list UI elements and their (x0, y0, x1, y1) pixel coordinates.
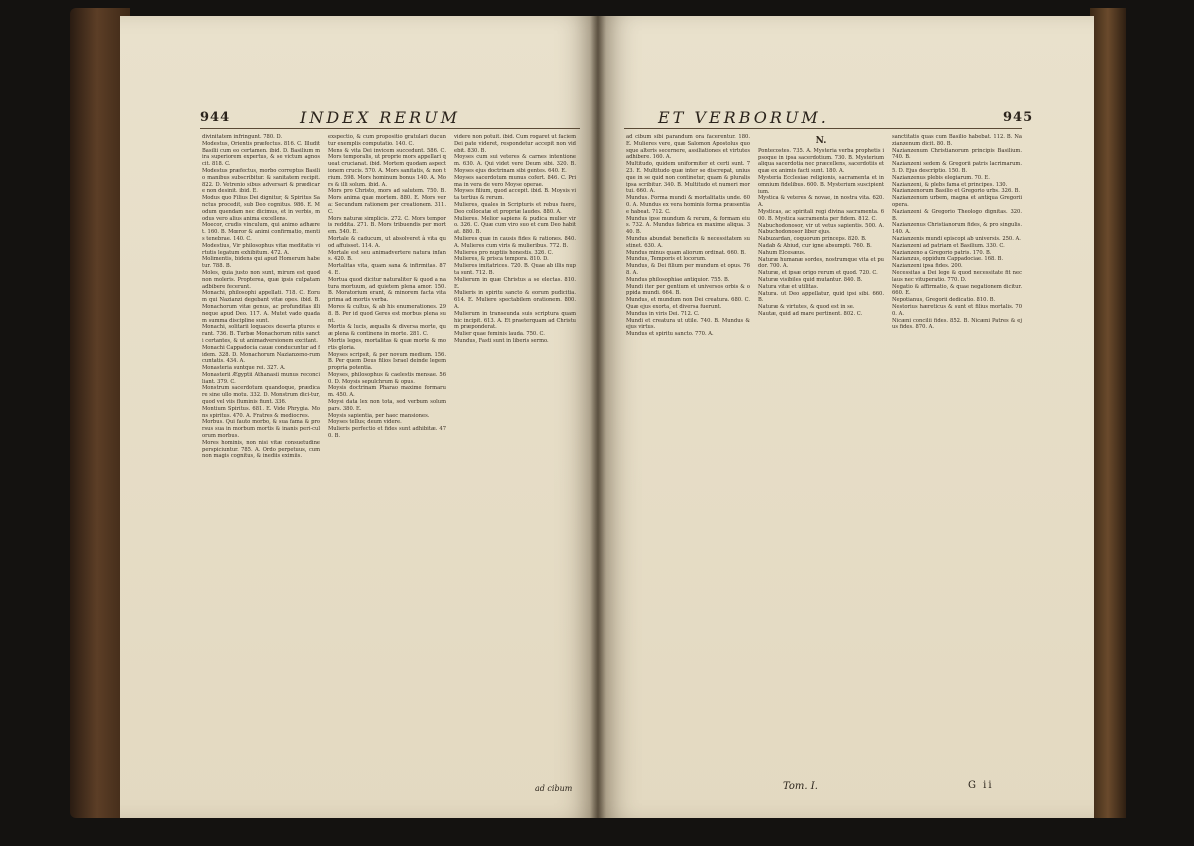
index-entry: Moyses sacerdotum munus cofert. 846. C. Prima in vera de vero Moyse operae. (454, 174, 576, 188)
index-entry: Mulieres pro nuptiis honestis. 326. C. (454, 249, 554, 256)
index-entry: Nazianzeno a Gregorio patris. 170. B. (892, 249, 992, 256)
index-entry: Natura vitæ et utilitas. (758, 283, 819, 290)
book-cover-right (1090, 8, 1126, 818)
index-entry: Nepotianus, Gregorii dedicatio. 810. B. (892, 297, 996, 304)
right-page (598, 16, 1094, 818)
index-entry: Multitudo, quidem uniformiter et certi sunt. 723. E. Multitudo quæ inter se discrepat, uniusque in se quid non continetur, quam & pluralis ipsa scribitur. 340. B. Multitudo et numeri mortui. 660. A. (626, 161, 750, 195)
index-entry: Nazianzeni, & plebs fama et principes. 130. (892, 181, 1008, 188)
index-entry: Mortis & lucis, æqualis & diversa morte, quæ plena & continens in morte. 281. C. (328, 324, 446, 338)
index-entry: Nazianzenum Christianorum principis Basilium. 740. B. (892, 147, 1022, 161)
index-entry: Mulieres. Melior sapiens & pudica mulier viro. 326. C. Quæ cum viro suo et cum Deo habitat. 880. B. (454, 215, 576, 236)
index-entry: Mens & vita Dei invicem succedunt. 586. C. Mors temporalis, ut proprie mors appellari queat crucianat. ibid. Mortem quodam aspectionem crucis. 570. A. Mors sanitatis, & non trium. 598. Mors hominum bonus 140. A. Mors & illi solum. ibid. A. (328, 147, 446, 188)
index-entry: Monachi Cappadocia cauæ conducuntur ad fidem. 328. D. Monachorum Nazianzeno-rum cuntatis. 434. A. (202, 344, 320, 365)
index-entry: Mortale & caducum, ut absolveret à vita quod affuisset. 114. A. (328, 235, 446, 249)
index-entry: Moysi data lex non tota, sed verbum solum pars. 380. E. (328, 399, 446, 412)
index-entry: Nazianzeni ad patriam et Basilium. 330. C. (892, 242, 1005, 249)
index-entry: Nazianzeni sedem & Gregorii patris lacrimarum. 5. D. Ejus descriptio. 150. B. (892, 161, 1022, 174)
index-entry: Nestorius hæreticus & sunt et filius mortalis. 700. A. (892, 303, 1022, 317)
right-page-number: 945 (1003, 110, 1034, 125)
index-entry: Mortua quod dicitur naturaliter & quod a natura mortuum, ad quietem plena amor. 150. B. Moratorium erant, & minorem facta vita prima ad mortis verba. (328, 276, 446, 304)
index-entry: Modestus præfectus, morbo correptus Basilio manibus subscribitur. & sanitatem recipit. 822. D. Vetrenio sibus adversari & prædicare non desinit. ibid. E. (202, 167, 320, 195)
index-entry: Pontecostes. 735. A. Mysteria verba prophetis ipsoque in ipsa sacerdotium. 730. B. Mysterium aliqua sacerdotia nec præcellens, sacerdotiis et quæ ex animis facti sunt. 180. A. (758, 147, 884, 175)
index-entry: Monasterii Ægyptii Athanasii munus reconciliant. 379. C. (202, 371, 320, 385)
index-entry: Mores & cultus, & ab his enumerationes. 298. B. Per id quod Geres est morbus plena sunt. (328, 303, 446, 324)
index-entry: Nazianzeni & Gregorio Theologo dignitas. 320. B. (892, 208, 1022, 222)
index-entry: Nazianzeni ipsa fides. 200. (892, 263, 963, 270)
index-entry: Mulieres imitatrices. 720. B. Quae ab illis nupta sunt. 712. B. (454, 263, 576, 276)
index-entry: sanctitatis quas cum Basilio habebat. 112. B. Nazianzenum dicit. 80. B. (892, 134, 1022, 147)
index-entry: Mystica & veteres & novae, in nostra vita. 620. A. (758, 195, 884, 209)
index-entry: Montium Spiritus. 681. E. Vide Phrygia. Mons spiritus. 470. A. Fratres & mediocres. (202, 405, 320, 419)
index-entry: Nabuzardan, coquorum princeps. 820. B. (758, 236, 867, 243)
index-entry: Monasteria suntque rei. 327. A. (202, 365, 286, 372)
index-entry: Mundus ipse mundum & rerum, & formam eius. 732. A. Mundus fabrica ex maxime aliqua. 340. B. (626, 215, 750, 236)
index-entry: Moles, quia justo non sunt, mirum est quod non moleris. Propterea, quæ ipsis culpatam adbibere fecerunt. (202, 269, 320, 290)
index-entry: Nazianzenis mundi episcopi ab universis. 250. A. (892, 235, 1021, 242)
index-entry: Moyses cum sui veteres & carnes intentionem. 630. A. Qui videt vere Deum sibi. 320. B. Moyses ejus doctrinam sibi gentes. 640. E. (454, 154, 576, 174)
right-column-2 (758, 134, 884, 770)
index-entry: Mortis leges, mortalitas & quæ morte & mortis gloria. (328, 337, 446, 351)
index-entry: Mundi iter per gentium et universos orbis & oppida mundi. 664. B. (626, 283, 750, 297)
index-entry: Nazianzenus plebis elegiarum. 70. E. (892, 174, 990, 181)
index-entry: Naturæ, et ipsæ origo rerum et quod. 720. C. (758, 270, 878, 277)
right-running-head: ET VERBORUM. (658, 108, 829, 127)
index-entry: Mundus minus quam aliorum ordinat. 660. B. (626, 249, 746, 256)
index-entry: Mundus philosophiae antiquior. 755. B. (626, 276, 730, 283)
index-entry: Nazianzenus Christianorum fides, & pro singulis. 140. A. (892, 222, 1022, 236)
index-entry: Mundus, et mundum non Dei creatura. 680. C. Quæ ejus exorta, et diversa fuerunt. (626, 297, 750, 310)
index-entry: Mulieris in spiritu sancto & eorum pudicitia. 614. E. Muliere spectabilem orationem. 800. A. (454, 290, 576, 310)
right-header-rule (624, 128, 1022, 129)
index-entry: Mulierum in quæ Christus a se electas. 810. E. (454, 276, 576, 290)
index-entry: Natura. ut Deo appellatur, quid ipsi sibi. 660. B. (758, 290, 884, 304)
index-entry: Moyses scripsit, & per novum medium. 156. B. Per quem Deus filios Israel deinde legem propria potentia. (328, 351, 446, 372)
index-entry: Nautæ, quid ad mare pertinent. 802. C. (758, 310, 863, 317)
right-column-3 (892, 134, 1022, 770)
volume-label: Tom. I. (783, 781, 818, 792)
index-entry: Mulierum in transeunda suis scriptura quam hic incipit. 613. A. Et praeterquam ad Christum præponderat. (454, 310, 576, 331)
left-column-3 (454, 134, 576, 780)
index-entry: Nicæni concilii fides. 852. B. Nicæni Patres & ejus fides. 870. A. (892, 317, 1022, 331)
index-entry: Nazianzenorum Basilio et Gregorio urbs. 326. B. (892, 188, 1021, 195)
index-entry: Moyses tellus; deum videre. (328, 419, 402, 426)
index-entry: Nahum Elcesæus. (758, 249, 806, 256)
left-page-number: 944 (200, 110, 231, 125)
index-entry: Mundus in viris Dei. 712. C. (626, 310, 700, 317)
index-entry: Mundus, Temporis et locorum. (626, 256, 707, 263)
index-entry: Nadab & Abiud, cur igne absumpti. 760. B. (758, 242, 872, 249)
left-running-head: INDEX RERUM (300, 108, 460, 127)
index-entry: Modus quo Filius Dei dignitur, & Spiritus Sanctus procedit, sub Deo cognitus. 986. E. Modum quendam nec dicimus, et in verbis, modus vero alius anima excellens. (202, 195, 320, 222)
index-entry: Mysteria Ecclesiae religionis, sacramenta et in omnium fidelibus. 600. B. Mysterium suscipientium. (758, 174, 884, 195)
index-entry: Modestus, Orientis præfectus. 816. C. Illudit Basilii cum eo certamen. ibid. D. Basilium mira superiorem expertus, & se victum agnoscit. 818. C. (202, 140, 320, 168)
left-catchword: ad cibum (535, 784, 573, 793)
index-entry: Naturæ & virtutes, & quod est in se. (758, 304, 855, 311)
index-entry: Morbus. Qui fauto morbo, & sua fama & prorsus sua in morbum mortis & inanis peri-culorum morbus. (202, 419, 320, 440)
index-entry: Mulieris perfectio et fides sunt adhibitæ. 470. B. (328, 426, 446, 440)
index-entry: Mysticas, ac spiritali regi divina sacramenta. 600. B. Mystica sacramenta per fidem. 812. C. (758, 208, 884, 222)
index-entry: Moysis doctrinam Pharao maxime formarum. 450. A. (328, 385, 446, 399)
index-entry: Mulieres, & prisca tempora. 810. D. (454, 256, 549, 263)
index-entry: Molimentis, bidens qui apud Homerum habetur. 788. B. (202, 256, 320, 270)
index-entry: Mundi et creatura ut utile. 740. B. Mundus & ejus virtus. (626, 317, 750, 331)
index-entry: Negatio & affirmatio, & quae negationem dicitur. 660. E. (892, 283, 1022, 297)
index-entry: Mortalitas vita, quam sana & infirmitas. 874. E. (328, 263, 446, 276)
index-entry: Mortale est seu animadvertere natura infans. 420. B. (328, 249, 446, 263)
index-entry: Moecor, crudis vinculum, qui animo adhæret. 160. B. Mœror & animi confirmatio, mentis tenebrae. 140. C. (202, 222, 320, 242)
index-entry: Mulieres, quales in Scripturis et rebus fuere, Deo collocatæ et propriæ laudes. 880. A. (454, 201, 576, 215)
index-entry: Naturæ humanæ sordes, nostrumque vita et pudor. 700. A. (758, 256, 884, 270)
index-entry: Mundus. Forma mundi & mortalitatis unde. 600. A. Mundus ex vera hominis forma præsentiae habeat. 712. C. (626, 195, 750, 215)
index-entry: Monachi, solitarii loquaces deserta ptures erant. 736. B. Turbæ Monachorum nitis sancti certantes, & ut animadversionem excitant. (202, 324, 320, 344)
index-entry: Naturæ visibiles quid mutantur. 840. B. (758, 276, 863, 283)
left-column-2 (328, 134, 446, 780)
index-entry: Mors pro Christo, mors ad salutem. 750. B. Mors anima quæ mortem. 880. E. Mors vera: Secundum rationem per creationem. 311. C. (328, 188, 446, 215)
left-page (120, 16, 598, 818)
letter-section-heading: N. (815, 136, 827, 146)
index-entry: Monachi, philosophi appellati. 718. C. Eorum qui Nazianzi degebant vitæ opes. ibid. B. Monachorum vitæ genus, ac profunditas illi neque apud Deo. 117. A. Mutet vado quadam summa discipline sunt. (202, 290, 320, 324)
index-entry: Necessitas a Dei lege & quod necessitate fit nec laus nec vituperatio. 770. D. (892, 269, 1022, 283)
index-entry: Moyses, philosophus & caelestis mensae. 560. D. Moysis sepulchrum & opus. (328, 371, 446, 385)
index-entry: Mundus, & Dei filium per mundum et opus. 768. A. (626, 263, 750, 276)
index-entry: Nabuchodonosor, vir ut vetus sapientis. 500. A. Nabuchodonosor liber ejus. (758, 222, 884, 236)
index-entry: Mulier quae feminis lauda. 750. C. (454, 331, 545, 338)
right-column-1 (626, 134, 750, 770)
index-entry: Monstrum sacerdotum quandoque, prædicare sine ullo motu. 332. D. Monstrum dici-tur, quod vel viis fluminis fiunt. 336. (202, 385, 320, 406)
index-entry: videre non potuit. ibid. Cum rogaret ut faciem Dei pate videret, respondetur accepit non videbit. 830. B. (454, 134, 576, 154)
index-entry: Nazianzus, oppidum Cappadociae. 168. B. (892, 256, 1004, 263)
index-entry: Mors naturæ simplicis. 272. C. Mors temporis reddita. 271. B. Mors tribuendis per mortem. 540. E. (328, 215, 446, 236)
index-entry: Moysis sapientia, per haec mansiones. (328, 412, 430, 419)
index-entry: Mundus et spiritu sancto. 770. A. (626, 331, 714, 338)
left-header-rule (200, 128, 580, 129)
index-entry: Mores hominis, non nisi vitæ consuetudine perspiciuntur. 785. A. Ordo perpetuus, cum non magis cognitus, & inediis eximiis. (202, 439, 320, 460)
index-entry: exspectio, & cum propositio gratulari ducuntur exemplis computatio. 140. C. (328, 134, 446, 147)
signature-mark: G ii (968, 780, 994, 791)
index-entry: ad cibum sibi parandum ora facerentur. 180. E. Mulieres vere, quæ Salomon Apostolus quosque alteris secernere, assiliationes et virtutes adhibere. 160. A. (626, 134, 750, 161)
index-entry: Mundus abundat beneficiis & necessitatem sustinet. 630. A. (626, 235, 750, 249)
book-gutter (590, 16, 606, 818)
index-entry: divinitatem infringunt. 780. D. (202, 134, 283, 140)
left-column-1 (202, 134, 320, 780)
index-entry: Nazianzenum urbem, magna et antiqua Gregorii opera. (892, 195, 1022, 208)
index-entry: Modestius, Vir philosophus vitæ meditatis virtutis legatum exhibitum. 472. A. (202, 242, 320, 256)
index-entry: Mundus, Fasti sunt in liberis sermo. (454, 337, 549, 344)
index-entry: Mulieres quæ in causis fides & rationes. 840. A. Mulieres cum viris & mulieribus. 772. B. (454, 235, 576, 249)
index-entry: Moyses filium, quod accepit. ibid. B. Moysis vita tertius & rerum. (454, 188, 576, 202)
